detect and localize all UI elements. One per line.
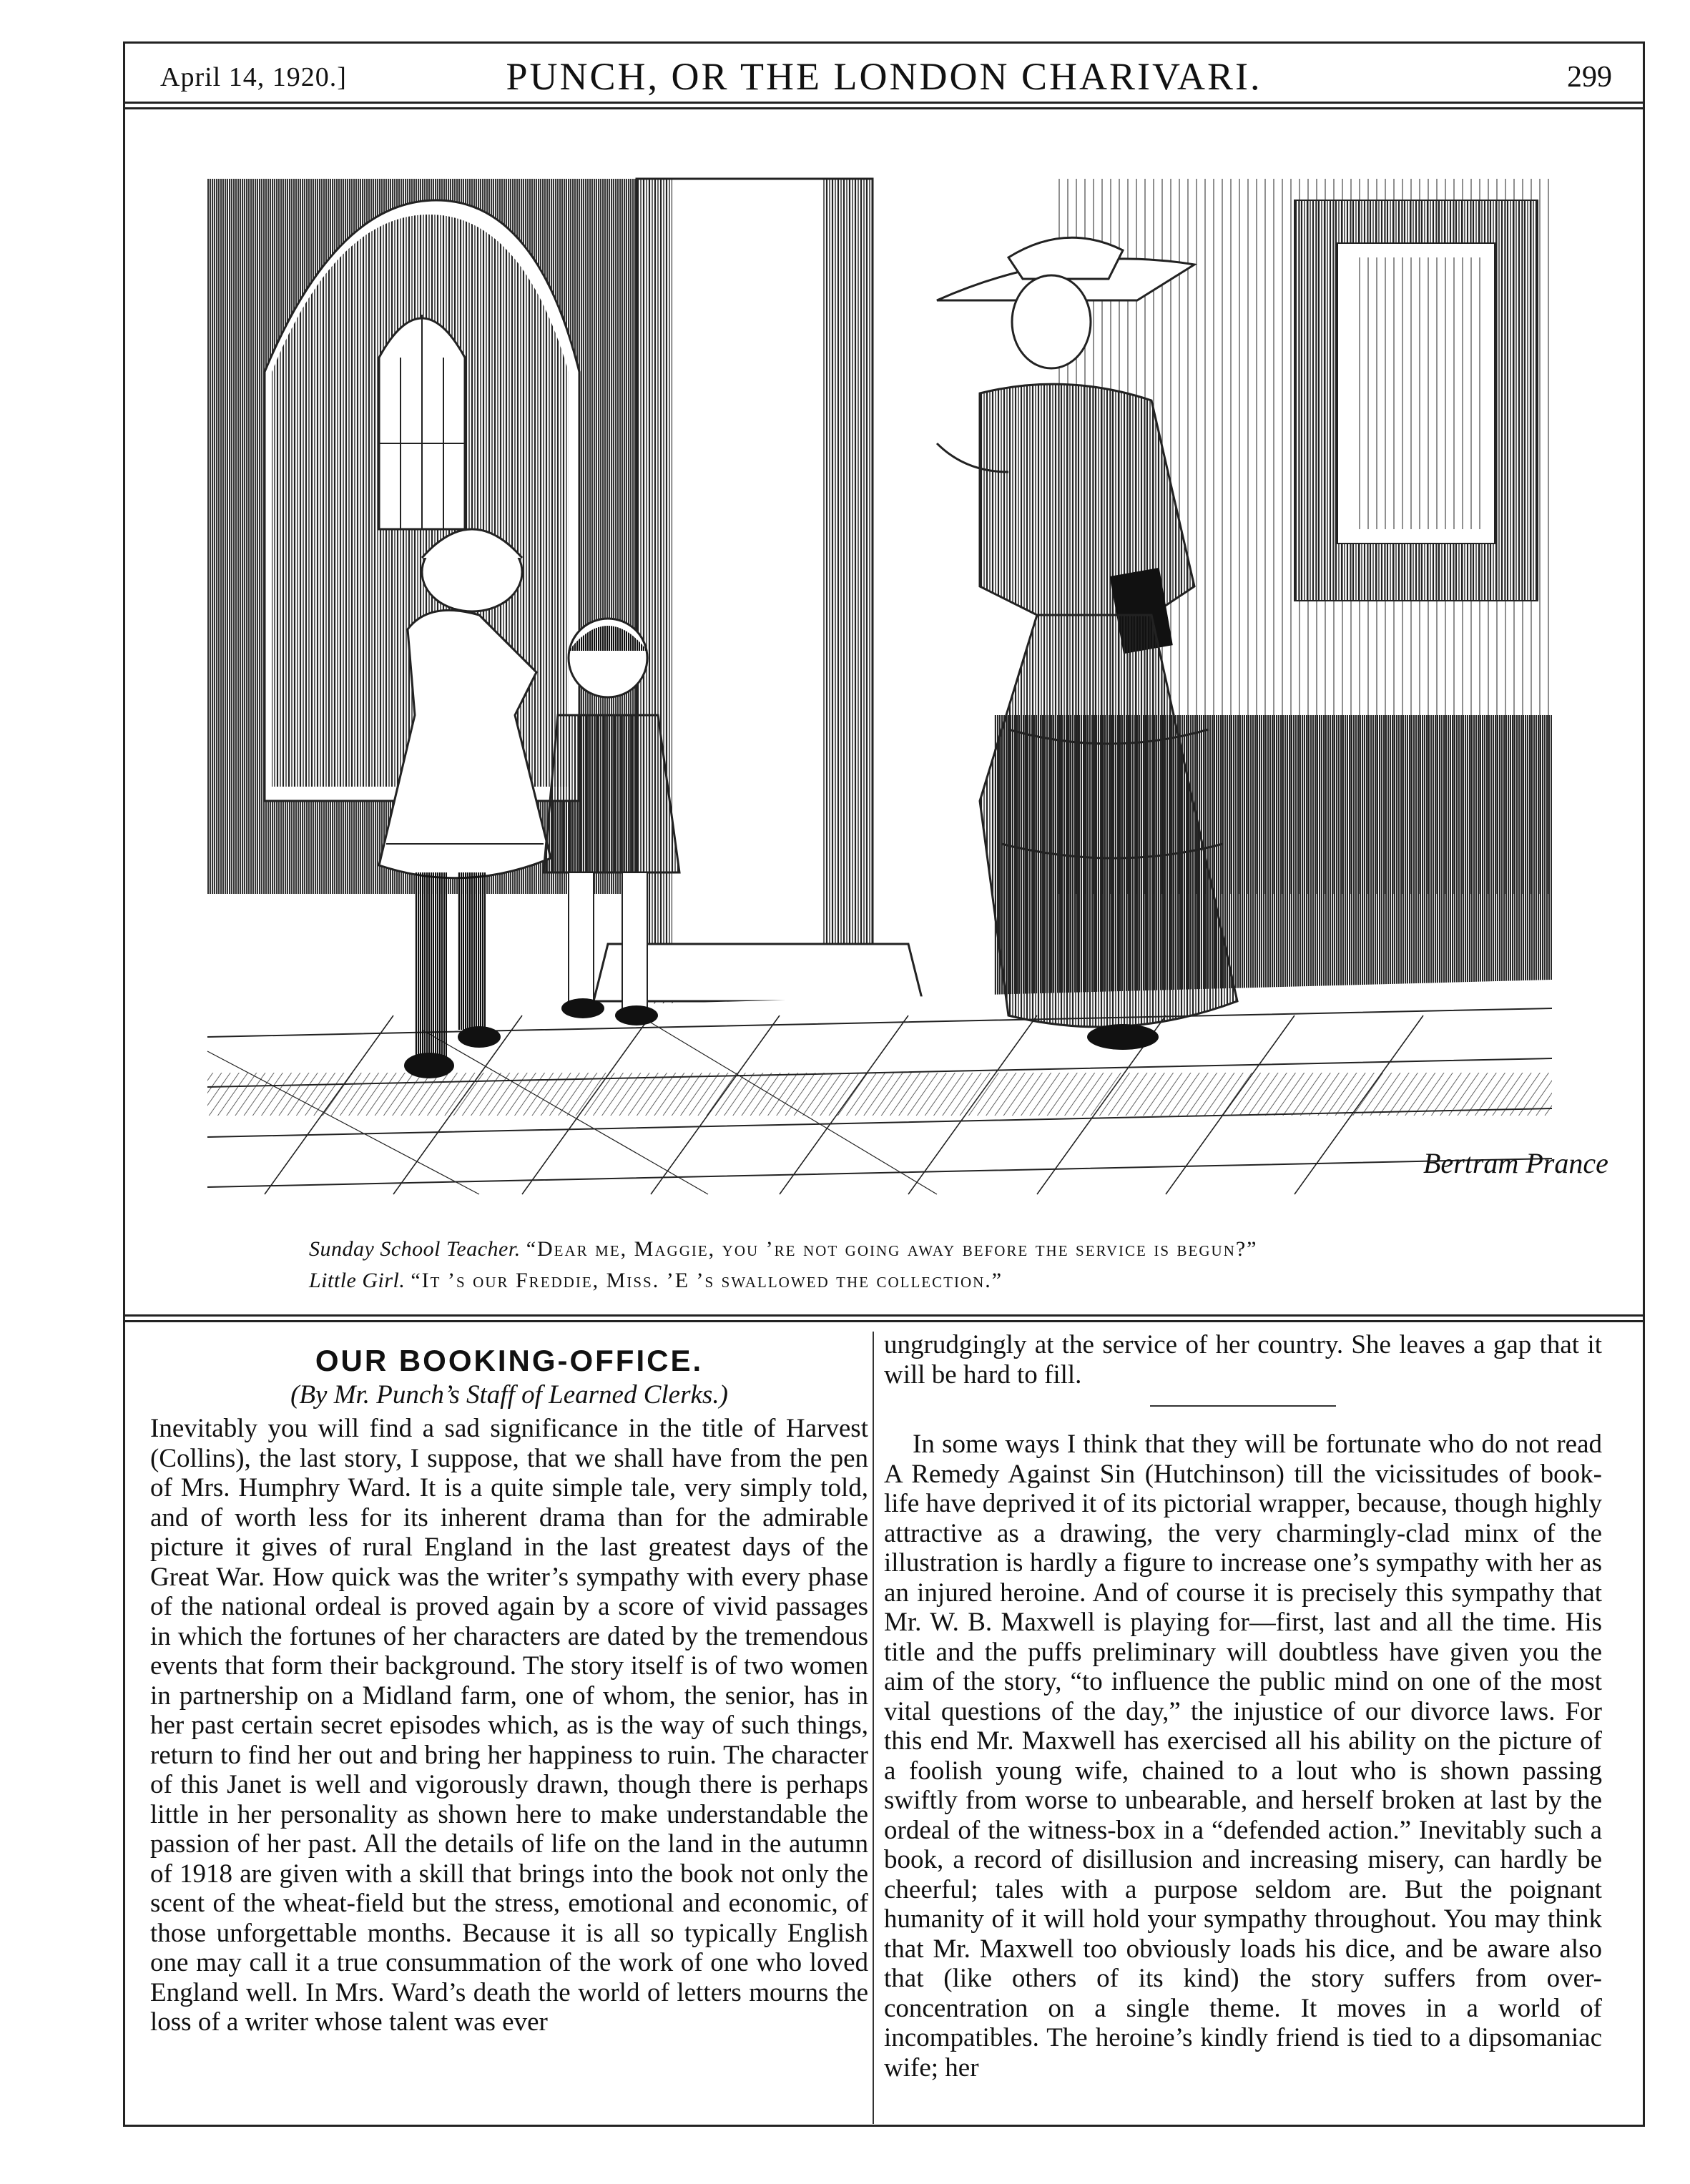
caption-quote-teacher: “Dear me, Maggie, you ’re not going away before the service is begun?”: [526, 1237, 1258, 1261]
caption-line-1: [309, 1237, 1258, 1261]
caption-line-2: [309, 1269, 1003, 1293]
page-number: 299: [1567, 61, 1612, 94]
header-rule-bottom: [123, 107, 1645, 109]
article-heading: OUR BOOKING-OFFICE.: [315, 1344, 704, 1377]
tiled-floor: [207, 980, 1552, 1194]
cartoon-illustration: [207, 157, 1608, 1194]
article-column-right: [884, 1330, 1602, 2102]
article-column-left: [150, 1339, 868, 2111]
review-harvest-continued: ungrudgingly at the service of her country. She leaves a gap that it will be hard to fill.: [884, 1330, 1602, 1389]
issue-date: April 14, 1920.]: [160, 62, 347, 92]
review-remedy-against-sin: In some ways I think that they will be fortunate who do not read A Remedy Against Sin (Hutchinson) till the vicissitudes of book-life have deprived it of its pictorial wrapper, because, though highly attractive as a drawing, the very charmingly-clad minx of the illustration is hardly a figure to increase one’s sympathy with her as an injured heroine. And of course it is precisely this sympathy that Mr. W. B. Maxwell is playing for—first, last and all the time. His title and the puffs preliminary will doubtless have given you the aim of the story, “to influence the public mind on one of the most vital questions of the day,” the injustice of our divorce laws. For this end Mr. Maxwell has exercised all his ability on the picture of a foolish young wife, chained to a lout who is shown passing swiftly from worse to unbearable, and herself broken at last by the ordeal of the witness-box in a “defended action.” Inevitably such a book, a record of disillusion and increasing misery, can hardly be cheerful; tales with a purpose seldom are. But the poignant humanity of it will hold your sympathy throughout. You may think that Mr. Maxwell too obviously loads his dice, and be aware also that (like others of its kind) the story suffers from over-concentration on a single theme. It moves in a world of incompatibles. The heroine’s kindly friend is tied to a dipsomaniac wife; her: [884, 1430, 1602, 2082]
caption-speaker-girl: Little Girl.: [309, 1269, 406, 1292]
column-divider: [873, 1332, 874, 2124]
article-rule-top: [123, 1314, 1645, 1317]
article-rule-bottom: [123, 1320, 1645, 1322]
caption-quote-girl: “It ’s our Freddie, Miss. ’E ’s swallowed the collection.”: [411, 1269, 1003, 1292]
page-header: [123, 50, 1645, 100]
review-separator: [1150, 1405, 1336, 1407]
caption-speaker-teacher: Sunday School Teacher.: [309, 1237, 521, 1261]
article-byline: (By Mr. Punch’s Staff of Learned Clerks.): [290, 1379, 728, 1410]
artist-signature: Bertram Prance: [1423, 1147, 1608, 1179]
review-harvest: Inevitably you will find a sad significance in the title of Harvest (Collins), the last story, I suppose, that we shall have from the pen of Mrs. Humphry Ward. It is a quite simple tale, very simply told, and of worth less for its inherent drama than for the admirable picture it gives of rural England in the last greatest days of the Great War. How quick was the writer’s sympathy with every phase of the national ordeal is proved again by a score of vivid passages in which the fortunes of her characters are dated by the tremendous events that form their background. The story itself is of two women in partnership on a Midland farm, one of whom, the senior, has in her past certain secret episodes which, as is the way of such things, return to find her out and bring her happiness to ruin. The character of this Janet is well and vigorously drawn, though there is perhaps little in her personality as shown here to make understandable the passion of her past. All the details of life on the land in the autumn of 1918 are given with a skill that brings into the book not only the scent of the wheat-field but the stress, emotional and economic, of those unforgettable months. Because it is all so typically English one may call it a true consummation of the work of one who loved England well. In Mrs. Ward’s death the world of letters mourns the loss of a writer whose talent was ever: [150, 1414, 868, 2037]
header-rule-top: [123, 102, 1645, 104]
publication-title: PUNCH, OR THE LONDON CHARIVARI.: [506, 55, 1262, 98]
